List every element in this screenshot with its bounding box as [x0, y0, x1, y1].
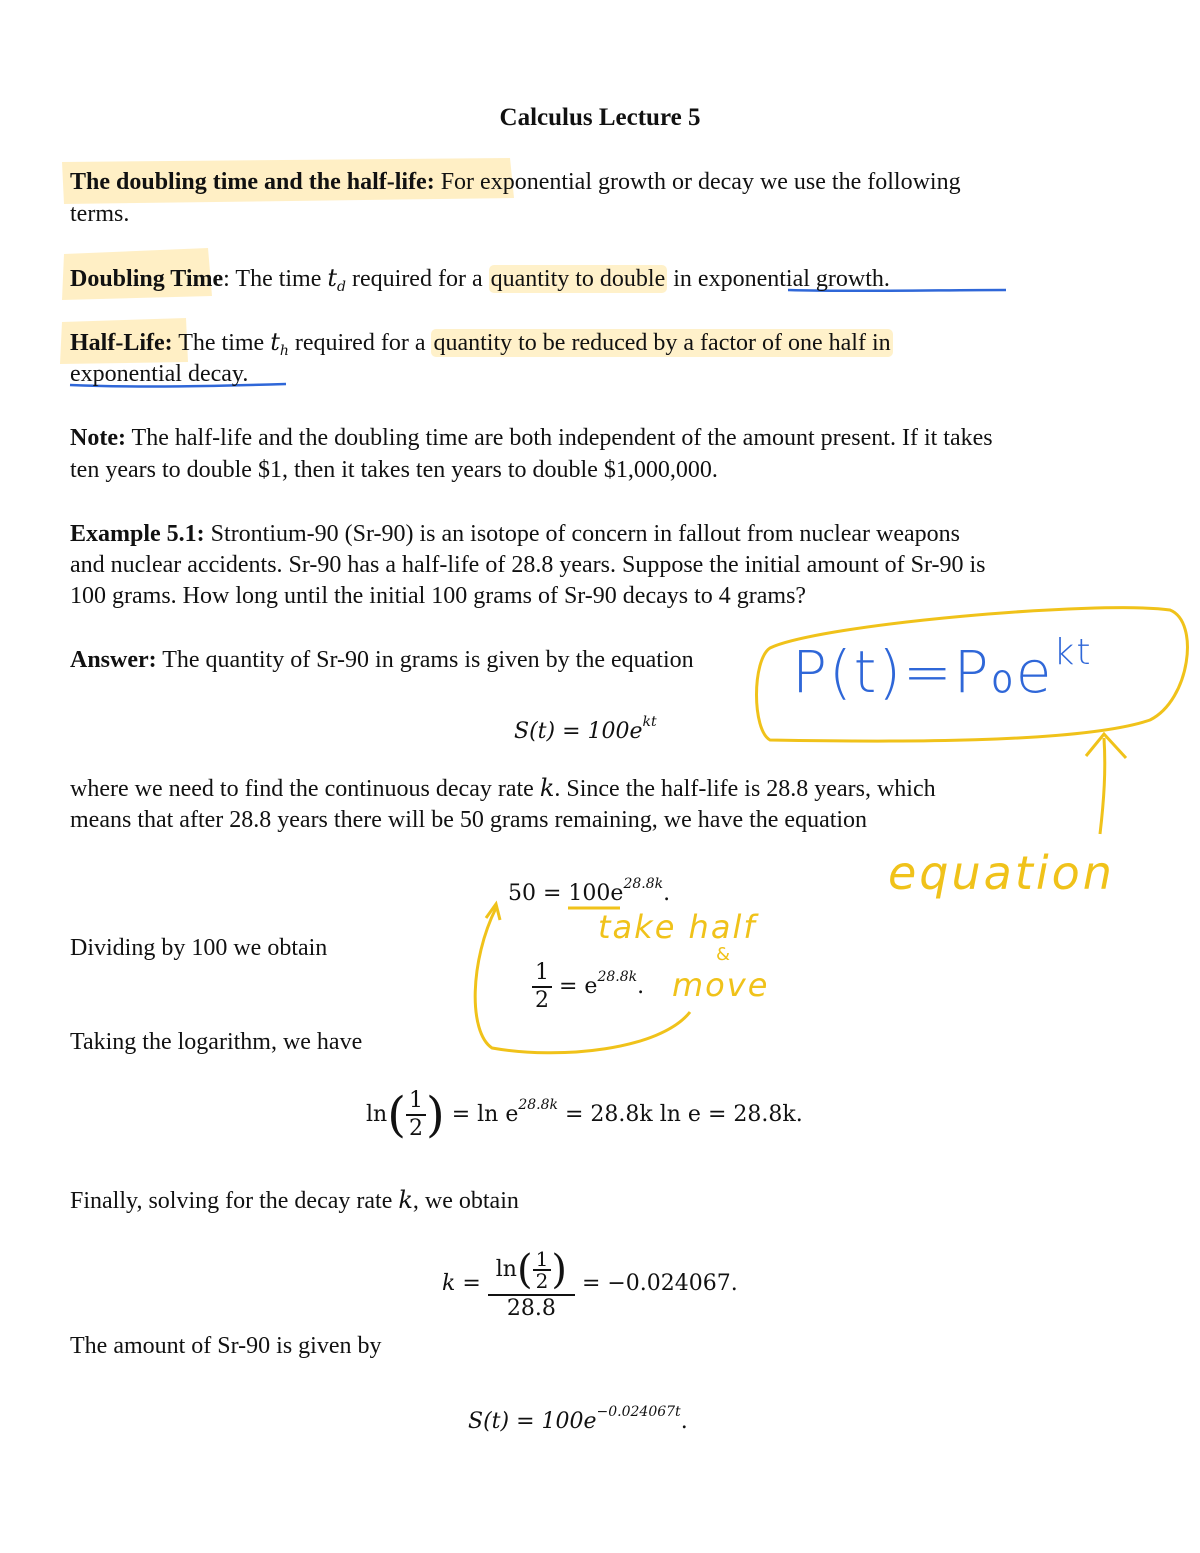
eq4-mid: = ln e [451, 1102, 519, 1127]
halflife-line-2: exponential decay. [70, 361, 249, 387]
halflife-var: t [270, 328, 280, 356]
handwritten-take-half: take half [598, 908, 757, 946]
doubling-underlined: exponential growth. [697, 266, 890, 292]
note-line-2: ten years to double $1, then it takes ten years to double $1,000,000. [70, 457, 718, 483]
intro-label: The doubling time and the half-life: [70, 169, 435, 195]
note-line-1 [70, 424, 993, 452]
eq5-ln: ln [495, 1257, 517, 1282]
halflife-text-b: required for a [288, 330, 432, 356]
eq5-num: 1 [533, 1249, 552, 1271]
eq2-tail: . [663, 881, 671, 906]
equation-s-of-t [514, 708, 657, 746]
page-title: Calculus Lecture 5 [499, 104, 701, 131]
example-text: Strontium-90 (Sr-90) is an isotope of concern in fallout from nuclear weapons [204, 521, 961, 547]
halflife-highlight: quantity to be reduced by a factor of one half in [433, 330, 891, 356]
para-k-var: k [539, 774, 555, 802]
doubling-text-c: in [667, 266, 698, 292]
eq5-den: 2 [535, 1269, 549, 1293]
finally-text [70, 1186, 519, 1215]
halflife-text-a: The time [172, 330, 271, 356]
handwritten-formula-exp: kt [1053, 632, 1093, 673]
eq5-rhs: = −0.024067. [581, 1271, 738, 1296]
example-line-2: and nuclear accidents. Sr-90 has a half-life of 28.8 years. Suppose the initial amount of Sr-90 is [70, 552, 986, 578]
intro-line-1 [70, 168, 961, 196]
left-paren: ( [387, 1087, 406, 1143]
doubling-sub: d [337, 279, 346, 295]
para-k-line-1 [70, 774, 936, 803]
eq5-denominator: 28.8 [506, 1296, 556, 1321]
equation-50 [508, 870, 670, 908]
fraction-one-half [532, 960, 552, 1014]
handwritten-move: move [672, 966, 770, 1004]
answer-text: The quantity of Sr-90 in grams is given by the equation [156, 647, 694, 673]
yellow-bracket-arrowhead [486, 904, 500, 920]
intro-text: For exponential growth or decay we use the following [434, 169, 961, 195]
para-k-text-a: where we need to find the continuous decay rate [70, 776, 540, 802]
halflife-label: Half-Life: [70, 330, 173, 356]
eq3-exponent: 28.8k [597, 969, 638, 985]
eq2-lhs: 50 = 100e [508, 881, 624, 906]
para-k-line-2: means that after 28.8 years there will be 50 grams remaining, we have the equation [70, 807, 868, 833]
doubling-label: Doubling Time [70, 266, 224, 292]
handwritten-ampersand: & [716, 944, 731, 965]
intro-line-2: terms. [70, 201, 130, 227]
eq4-fraction [406, 1088, 426, 1142]
example-line-1 [70, 520, 960, 548]
example-line-3: 100 grams. How long until the initial 100 grams of Sr-90 decays to 4 grams? [70, 583, 807, 609]
handwritten-formula-main: P(t)=P₀e [792, 638, 1054, 706]
eq4-num: 1 [406, 1088, 426, 1116]
finally-var: k [398, 1186, 413, 1214]
eq2-exponent: 28.8k [623, 876, 664, 892]
eq6-lhs: S(t) = 100e [468, 1409, 597, 1434]
equation-half [532, 960, 644, 1014]
up-arrow [1086, 734, 1126, 834]
eq5-numerator [488, 1246, 575, 1296]
eq3-tail: . [637, 974, 645, 999]
taking-text: Taking the logarithm, we have [70, 1029, 363, 1055]
answer-line [70, 646, 694, 674]
finally-b: , we obtain [412, 1188, 519, 1214]
eq6-tail: . [680, 1409, 688, 1434]
doubling-text-a: : The time [223, 266, 328, 292]
eq4-exponent: 28.8k [518, 1097, 558, 1113]
eq5-fraction [488, 1246, 575, 1322]
eq5-lparen: ( [516, 1247, 533, 1293]
eq5-k: k = [442, 1271, 481, 1296]
eq4-den: 2 [408, 1116, 423, 1141]
amount-text: The amount of Sr-90 is given by [70, 1333, 382, 1359]
eq3-den: 2 [535, 988, 549, 1013]
example-label: Example 5.1: [70, 521, 205, 547]
doubling-var: t [327, 264, 338, 292]
eq4-ln: ln [366, 1102, 388, 1127]
doubling-highlight: quantity to double [490, 266, 666, 292]
answer-label: Answer: [70, 647, 157, 673]
eq3-rhs: = e [559, 974, 598, 999]
eq5-inner-frac [533, 1249, 552, 1291]
eq1-lhs: S(t) = 100e [514, 719, 643, 744]
equation-k [442, 1246, 738, 1322]
para-k-text-b: . Since the half-life is 28.8 years, which [554, 776, 936, 802]
note-text: The half-life and the doubling time are both independent of the amount present. If it takes [125, 425, 993, 451]
eq3-num: 1 [532, 960, 552, 988]
finally-a: Finally, solving for the decay rate [70, 1188, 399, 1214]
doubling-text-b: required for a [346, 266, 489, 292]
equation-final [468, 1398, 688, 1436]
handwritten-equation: equation [888, 846, 1115, 900]
dividing-text: Dividing by 100 we obtain [70, 935, 328, 961]
note-label: Note: [70, 425, 126, 451]
eq4-rest: = 28.8k ln e = 28.8k. [565, 1102, 803, 1127]
doubling-time-definition [70, 264, 890, 301]
halflife-sub: h [279, 343, 289, 359]
handwritten-formula [792, 632, 1092, 706]
eq5-rparen: ) [551, 1247, 567, 1293]
eq1-exponent: kt [642, 714, 657, 730]
eq6-exponent: −0.024067t [596, 1404, 681, 1420]
right-paren: ) [425, 1087, 445, 1143]
equation-ln [366, 1088, 803, 1142]
